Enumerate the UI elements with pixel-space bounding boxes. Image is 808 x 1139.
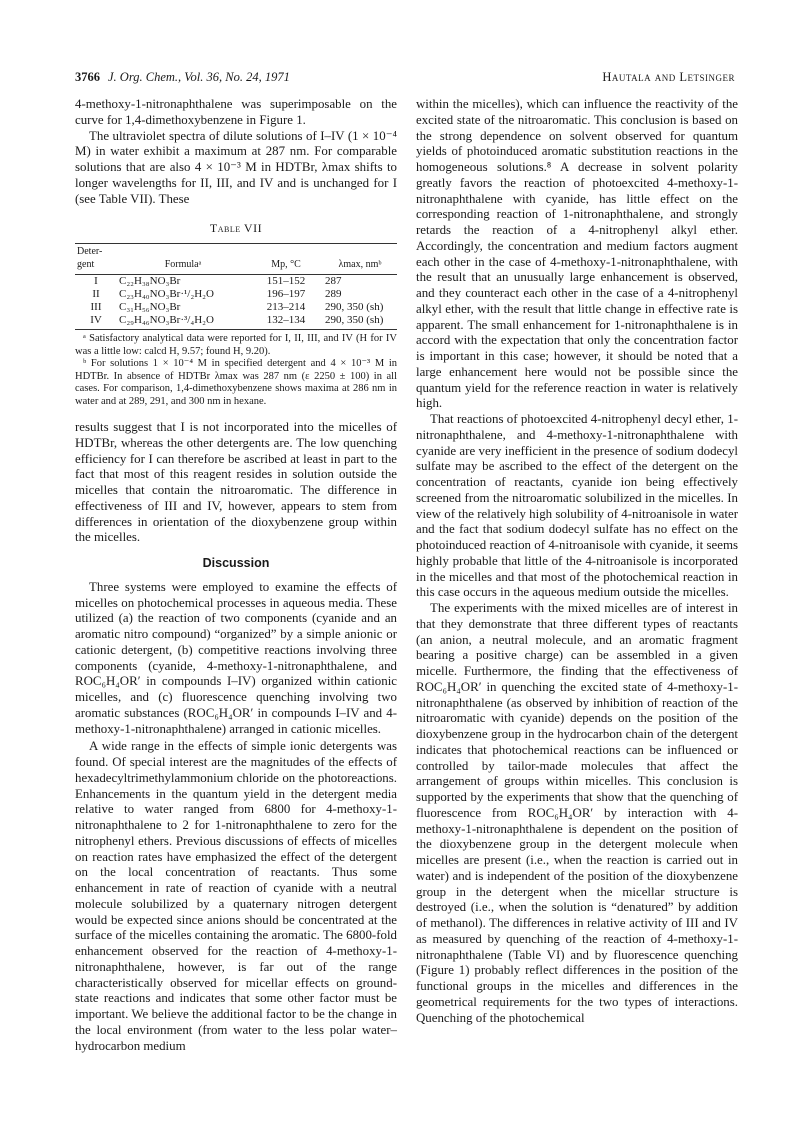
table-cell: C₂₃H₄₀NO₃Br·¹/₂H₂O (119, 288, 214, 300)
header-left (75, 70, 290, 85)
footnote-a: ᵃ Satisfactory analytical data were reported for I, II, III, and IV (H for IV was a little low: calcd H, 9.57; found H, 9.20). (75, 333, 397, 357)
table-cell: IV (75, 314, 117, 330)
table-cell: 290, 350 (sh) (325, 301, 384, 313)
paragraph: within the micelles), which can influence the reactivity of the excited state of the nitroaromatic. This conclusion is based on the strong dependence on solvent observed for quantum yields of photoinduced aromatic substitution reactions in the homogeneous solutions.⁸ A decrease in solvent polarity greatly favors the reaction of photoexcited 4-methoxy-1-nitronaphthalene with cyanide, has little effect on the corresponding reaction of 1-nitronaphthalene, and strongly retards the reaction of a 4-nitrophenyl alkyl ether. Accordingly, the concentration and medium factors augment each other in the case of 4-methoxy-1-nitronaphthalene, with the result that an unusually large enhancement is observed, and they counteract each other in the case of a 4-nitrophenyl alkyl ether, with the result that little change in effective rate is apparent. The small enhancement for 1-nitronaphthalene is in accord with the expectation that only the concentration factor is important in this case; however, it should be noted that a large enhancement here would not be possible since the quantum yield for the reference reaction in water is relatively high. (416, 97, 738, 411)
table-title: Table VII (209, 221, 263, 236)
paragraph: 4-methoxy-1-nitronaphthalene was superimposable on the curve for 1,4-dimethoxybenzene in Figure 1. (75, 97, 397, 127)
table-cell: C₂₂H₃₈NO₃Br (119, 275, 181, 287)
running-authors: Hautala and Letsinger (602, 70, 735, 84)
paragraph: A wide range in the effects of simple ionic detergents was found. Of special interest are the magnitudes of the effects of hexadecyltrimethylammonium chloride on the photoreactions. Enhancements in the quantum yield in the detergent media relative to water ranged from 6800 for 4-methoxy-1-nitronaphthalene to 2 for 1-nitronaphthalene to zero for the nitrophenyl ethers. Previous discussions of effects of micelles on reaction rates have emphasized the effect of the detergent on the local concentration of reactants. Thus some enhancement in rate of reaction of cyanide with a neutral molecule solubilized by a quaternary nitrogen detergent would be expected since anions should be concentrated at the surface of the micelles containing the aromatic. The 6800-fold enhancement observed for the reaction of 4-methoxy-1-nitronaphthalene, however, is far out of the range characteristically observed for micellar effects on ground-state reactions and indicates that some other factor must be important. We believe the additional factor to be the change in the local environment (from water to the less polar water–hydrocarbon medium (75, 739, 397, 1053)
table-cell: 289 (325, 288, 342, 300)
table-cell: 151–152 (266, 275, 306, 287)
column-header: λmax, nmᵇ (323, 244, 397, 273)
column-header: Mp, °C (249, 244, 323, 273)
table-cell: 287 (325, 275, 342, 287)
footnote-b: ᵇ For solutions 1 × 10⁻⁴ M in specified detergent and 4 × 10⁻³ M in HDTBr. In absence of HDTBr λmax was 287 nm (ε 2250 ± 100) in all cases. For comparison, 1,4-dimethoxybenzene shows maxima at 286 nm in water and at 289, 291, and 300 nm in hexane. (75, 358, 397, 407)
column-header: Deter-gent (75, 244, 117, 273)
data-table (75, 243, 397, 330)
table-cell: C₂₉H₄₆NO₃Br·³/₄H₂O (117, 314, 249, 330)
left-column (75, 97, 397, 1054)
table-row (75, 288, 397, 301)
paragraph: results suggest that I is not incorporated into the micelles of HDTBr, whereas the other detergents are. The low quenching efficiency for I can therefore be ascribed at least in part to the fact that most of this reagent resides in solution outside the micelles that contain the nitroaromatic. The difference in effectiveness of III and IV, however, appears to stem from differences in orientation of the dioxybenzene group within the micelles. (75, 420, 397, 545)
table-cell: 213–214 (266, 301, 306, 313)
page-number: 3766 (75, 70, 100, 84)
table-row (75, 314, 397, 330)
table-cell: I (94, 275, 98, 287)
table-cell: 132–134 (249, 314, 323, 330)
right-column (416, 97, 738, 1026)
table-cell: C₃₁H₅₆NO₃Br (119, 301, 181, 313)
table-row (75, 275, 397, 289)
table-cell: III (90, 301, 102, 313)
table-cell: 196–197 (266, 288, 306, 300)
section-heading: Discussion (202, 556, 270, 570)
paragraph: The experiments with the mixed micelles are of interest in that they demonstrate that three different types of reactants (an anion, a neutral molecule, and an aromatic fragment bearing a positive charge) can be assembled in a given micelle. Furthermore, the finding that the effectiveness of ROC₆H₄OR′ in quenching the excited state of 4-methoxy-1-nitronaphthalene (as observed by inhibition of reaction of the nitroaromatic with cyanide) depends on the position of the dioxybenzene group in the hydrocarbon chain of the detergent indicates that photochemical reactions can be influenced or controlled by tailor-made molecules that affect the arrangement of groups within micelles. This conclusion is supported by the experiments that show that the quenching of fluorescence from ROC₆H₄OR′ by interaction with 4-methoxy-1-nitronaphthalene is dependent on the position of the dioxybenzene group in the detergent molecule when micelles are present (i.e., when the reaction is carried out in water) and is independent of the position of the dioxybenzene group in the detergent when the micellar structure is destroyed (i.e., when the solution is “denatured” by addition of methanol). The differences in relative activity of III and IV as measured by quenching of the reaction of 4-methoxy-1-nitronaphthalene (Table VI) and by fluorescence quenching (Figure 1) probably reflect differences in the position of the functional groups in the micelles and differences in the geometrical requirements for the two types of interactions. Quenching of the photochemical (416, 601, 738, 1025)
table-footnotes (75, 333, 397, 408)
column-header: Formulaᵃ (117, 244, 249, 273)
paragraph: The ultraviolet spectra of dilute solutions of I–IV (1 × 10⁻⁴ M) in water exhibit a maximum at 287 nm. For comparable solutions that are also 4 × 10⁻³ M in HDTBr, λmax shifts to longer wavelengths for II, III, and IV and is unchanged for I (see Table VII). These (75, 128, 397, 206)
paragraph: Three systems were employed to examine the effects of micelles on photochemical processes in aqueous media. These utilized (a) the reaction of two components (cyanide and an aromatic nitro compound) “organized” by a simple anionic or cationic detergent, (b) competitive reactions involving three components (cyanide, 4-methoxy-1-nitronaphthalene, and ROC₆H₄OR′ in compounds I–IV) organized within cationic micelles, and (c) fluorescence quenching involving two aromatic substances (ROC₆H₄OR′ in compounds I–IV and 4-methoxy-1-nitronaphthalene) arranged in cationic micelles. (75, 579, 397, 736)
table-cell: II (92, 288, 100, 300)
table-row (75, 301, 397, 314)
page-header (75, 70, 735, 88)
journal-citation: J. Org. Chem., Vol. 36, No. 24, 1971 (108, 70, 290, 84)
table-cell: 290, 350 (sh) (323, 314, 397, 330)
paragraph: That reactions of photoexcited 4-nitrophenyl decyl ether, 1-nitronaphthalene, and 4-methoxy-1-nitronaphthalene with cyanide are very inefficient in the presence of sodium dodecyl sulfate may be ascribed to the effect of the detergent on the concentration of reactants, cyanide ion being effectively screened from the nitroaromatic solubilized in the micelles. In view of the relatively high solubility of 4-nitroanisole in water and the fact that sodium dodecyl sulfate has no effect on the photoinduced reaction of 4-nitroanisole with cyanide, it seems highly probable that little of the 4-nitroanisole is incorporated in the micelles and that most of the photochemical reaction in this case occurs in the aqueous medium outside the micelles. (416, 412, 738, 600)
